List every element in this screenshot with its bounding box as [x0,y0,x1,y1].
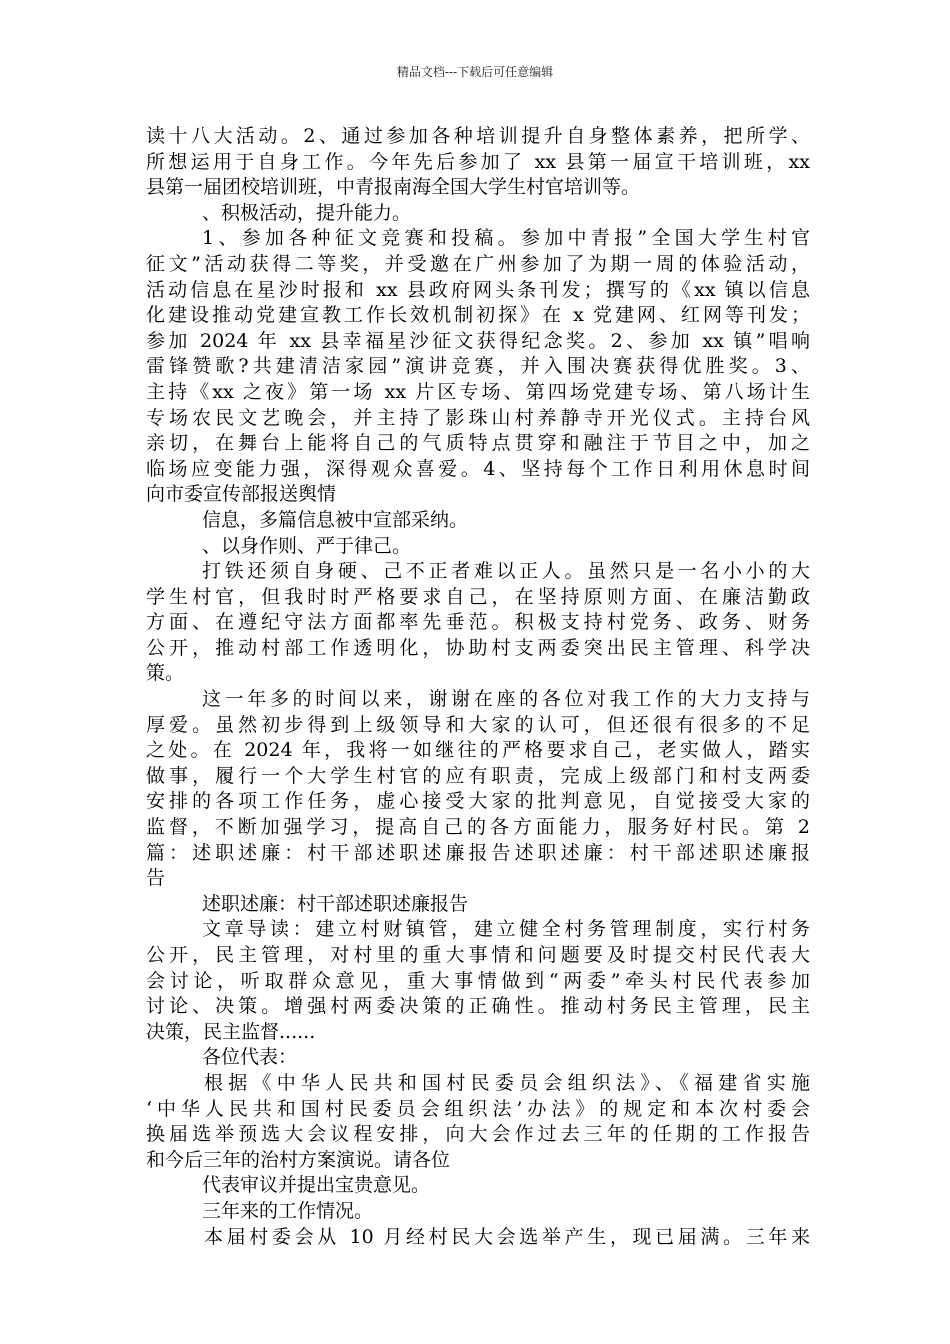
document-body [146,124,810,1250]
text-line: 安排的各项工作任务，虚心接受大家的批判意见，自觉接受大家的 [146,790,810,813]
text-line: 根据《中华人民共和国村民委员会组织法》、《福建省实施 [204,1071,810,1094]
text-line: 所想运用于自身工作。今年先后参加了 xx 县第一届宣干培训班，xx [146,150,810,173]
text-line: 三年来的工作情况。 [202,1199,374,1222]
text-line: 这一年多的时间以来，谢谢在座的各位对我工作的大力支持与 [202,688,810,711]
text-line: 会讨论，听取群众意见，重大事情做到“两委”牵头村民代表参加 [146,969,810,992]
text-line: 策。 [146,662,185,685]
text-line: 活动信息在星沙时报和 xx 县政府网头条刊发；撰写的《xx 镇以信息 [146,278,810,301]
text-line: 之处。在 2024 年，我将一如继往的严格要求自己，老实做人，踏实 [146,739,810,762]
text-line: 、以身作则、严于律己。 [202,534,412,557]
text-line: 参加 2024 年 xx 县幸福星沙征文获得纪念奖。2、参加 xx 镇”唱响 [146,329,810,352]
text-line: 公开，推动村部工作透明化，协助村支两委突出民主管理、科学决 [146,636,810,659]
text-line: 县第一届团校培训班，中青报南海全国大学生村官培训等。 [146,176,641,199]
text-line: 学生村官，但我时时严格要求自己，在坚持原则方面、在廉洁勤政 [146,585,810,608]
text-line: 化建设推动党建宣教工作长效机制初探》在 x 党建网、红网等刊发； [146,304,810,327]
text-line: 厚爱。虽然初步得到上级领导和大家的认可，但还很有很多的不足 [146,713,810,736]
text-line: 信息，多篇信息被中宣部采纳。 [202,508,469,531]
text-line: 公开，民主管理，对村里的重大事情和问题要及时提交村民代表大 [146,944,810,966]
text-line: 文章导读：建立村财镇管，建立健全村务管理制度，实行村务 [202,918,810,941]
text-line: 亲切，在舞台上能将自己的气质特点贯穿和融注于节目之中，加之 [146,432,810,455]
text-line: 告 [146,867,166,890]
text-line: 做事，履行一个大学生村官的应有职责，完成上级部门和村支两委 [146,764,810,787]
text-line: 征文”活动获得二等奖，并受邀在广州参加了为期一周的体验活动， [146,252,810,275]
text-line: 向市委宣传部报送舆情 [146,483,337,506]
text-line: 篇：述职述廉：村干部述职述廉报告述职述廉：村干部述职述廉报 [146,841,810,864]
text-line: 1、参加各种征文竞赛和投稿。参加中青报”全国大学生村官 [202,227,810,250]
text-line: 代表审议并提出宝贵意见。 [202,1174,431,1197]
text-line: 和今后三年的治村方案演说。请各位 [146,1148,451,1171]
text-line: 临场应变能力强，深得观众喜爱。4、坚持每个工作日利用休息时间 [146,457,810,480]
text-line: ‘中华人民共和国村民委员会组织法’办法》的规定和本次村委会 [146,1097,810,1120]
text-line: 述职述廉：村干部述职述廉报告 [202,892,469,915]
text-line: 讨论、决策。增强村两委决策的正确性。推动村务民主管理，民主 [146,995,810,1018]
text-line: 监督，不断加强学习，提高自己的各方面能力，服务好村民。第 2 [146,816,810,839]
text-line: 各位代表： [202,1046,298,1069]
text-line: 本届村委会从 10 月经村民大会选举产生，现已届满。三年来 [204,1225,810,1248]
text-line: 决策，民主监督...... [146,1020,316,1043]
text-line: 专场农民文艺晚会，并主持了影珠山村养静寺开光仪式。主持台风 [146,406,810,429]
text-line: 方面、在遵纪守法方面都率先垂范。积极支持村党务、政务、财务 [146,611,810,634]
text-line: 读十八大活动。2、通过参加各种培训提升自身整体素养，把所学、 [146,125,810,147]
text-line: 、积极活动，提升能力。 [202,201,412,224]
text-line: 换届选举预选大会议程安排，向大会作过去三年的任期的工作报告 [146,1123,810,1146]
text-line: 主持《xx 之夜》第一场 xx 片区专场、第四场党建专场、第八场计生 [146,380,810,403]
page-header: 精品文档---下载后可任意编辑 [396,65,554,79]
text-line: 雷锋赞歌?共建清洁家园”演讲竞赛，并入围决赛获得优胜奖。3、 [146,355,810,378]
text-line: 打铁还须自身硬、己不正者难以正人。虽然只是一名小小的大 [202,560,810,583]
